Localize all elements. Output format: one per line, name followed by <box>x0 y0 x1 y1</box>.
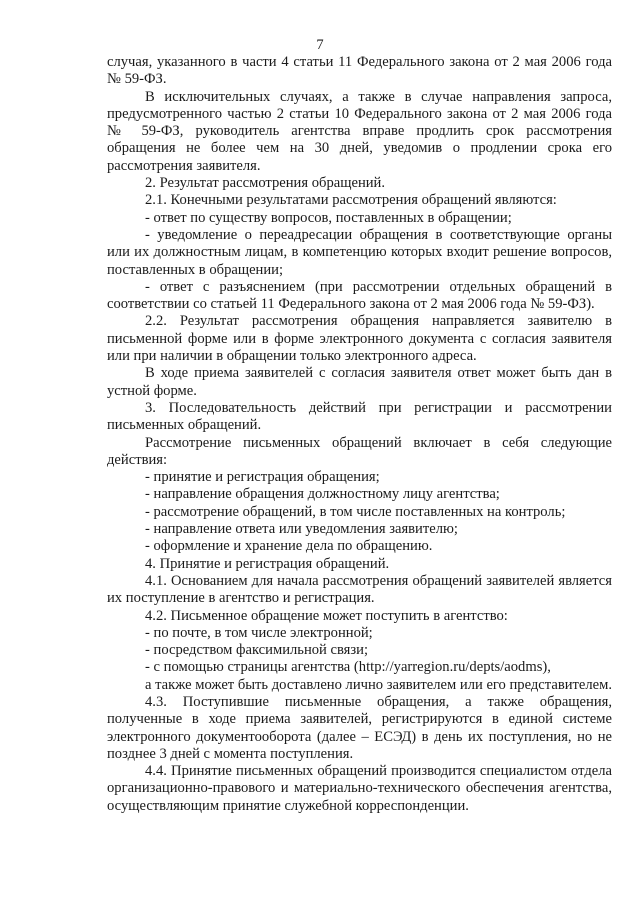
list-item: - посредством факсимильной связи; <box>145 642 369 659</box>
section-heading: 3. Последовательность действий при регистрации и рассмотрении письменных обращений. <box>107 399 612 434</box>
list-item: - оформление и хранение дела по обращению. <box>145 538 433 555</box>
list-item: - принятие и регистрация обращения; <box>145 469 380 486</box>
section-heading: 4. Принятие и регистрация обращений. <box>145 555 390 572</box>
paragraph: 4.4. Принятие письменных обращений производится специалистом отдела организационно-правового и материально-технического обеспечения агентства, осуществляющим принятие служебной корреспонденции. <box>107 763 612 814</box>
paragraph: 4.3. Поступившие письменные обращения, а также обращения, полученные в ходе приема заявителей, регистрируются в единой системе электронного документооборота (далее – ЕСЭД) в день их поступления, но не позднее 3 дней с момента поступления. <box>107 693 612 762</box>
paragraph: а также может быть доставлено лично заявителем или его представителем. <box>145 676 613 693</box>
list-item: - уведомление о переадресации обращения в соответствующие органы или их должностным лицам, в компетенцию которых входит решение вопросов, поставленных в обращении; <box>107 226 612 278</box>
list-item: - рассмотрение обращений, в том числе поставленных на контроль; <box>145 503 566 520</box>
page-number: 7 <box>316 37 324 53</box>
paragraph: В ходе приема заявителей с согласия заявителя ответ может быть дан в устной форме. <box>107 365 612 399</box>
paragraph: 2.1. Конечными результатами рассмотрения обращений являются: <box>145 192 557 209</box>
paragraph: Рассмотрение письменных обращений включает в себя следующие действия: <box>107 434 612 468</box>
list-item: - по почте, в том числе электронной; <box>145 624 373 641</box>
list-item: - ответ с разъяснением (при рассмотрении отдельных обращений в соответствии со статьей 11 Федерального закона от 2 мая 2006 года № 59-ФЗ). <box>107 278 612 313</box>
paragraph: 2.2. Результат рассмотрения обращения направляется заявителю в письменной форме или в форме электронного документа с согласия заявителя или при наличии в обращении только электронного адреса. <box>107 313 612 365</box>
paragraph: 4.2. Письменное обращение может поступить в агентство: <box>145 607 508 624</box>
paragraph: 4.1. Основанием для начала рассмотрения обращений заявителей является их поступление в агентство и регистрация. <box>107 572 612 607</box>
list-item: - направление обращения должностному лицу агентства; <box>145 486 500 503</box>
paragraph: В исключительных случаях, а также в случае направления запроса, предусмотренного частью 2 статьи 10 Федерального закона от 2 мая 2006 года № 59-ФЗ, руководитель агентства вправе продлить срок рассмотрения обращения не более чем на 30 дней, уведомив о продлении срока его рассмотрения заявителя. <box>107 88 612 174</box>
document-body <box>107 54 612 815</box>
paragraph: случая, указанного в части 4 статьи 11 Федерального закона от 2 мая 2006 года № 59-ФЗ. <box>107 54 612 88</box>
list-item: - направление ответа или уведомления заявителю; <box>145 521 458 538</box>
section-heading: 2. Результат рассмотрения обращений. <box>145 175 386 192</box>
list-item: - с помощью страницы агентства (http://yarregion.ru/depts/aodms), <box>145 659 551 676</box>
list-item: - ответ по существу вопросов, поставленных в обращении; <box>145 209 512 226</box>
